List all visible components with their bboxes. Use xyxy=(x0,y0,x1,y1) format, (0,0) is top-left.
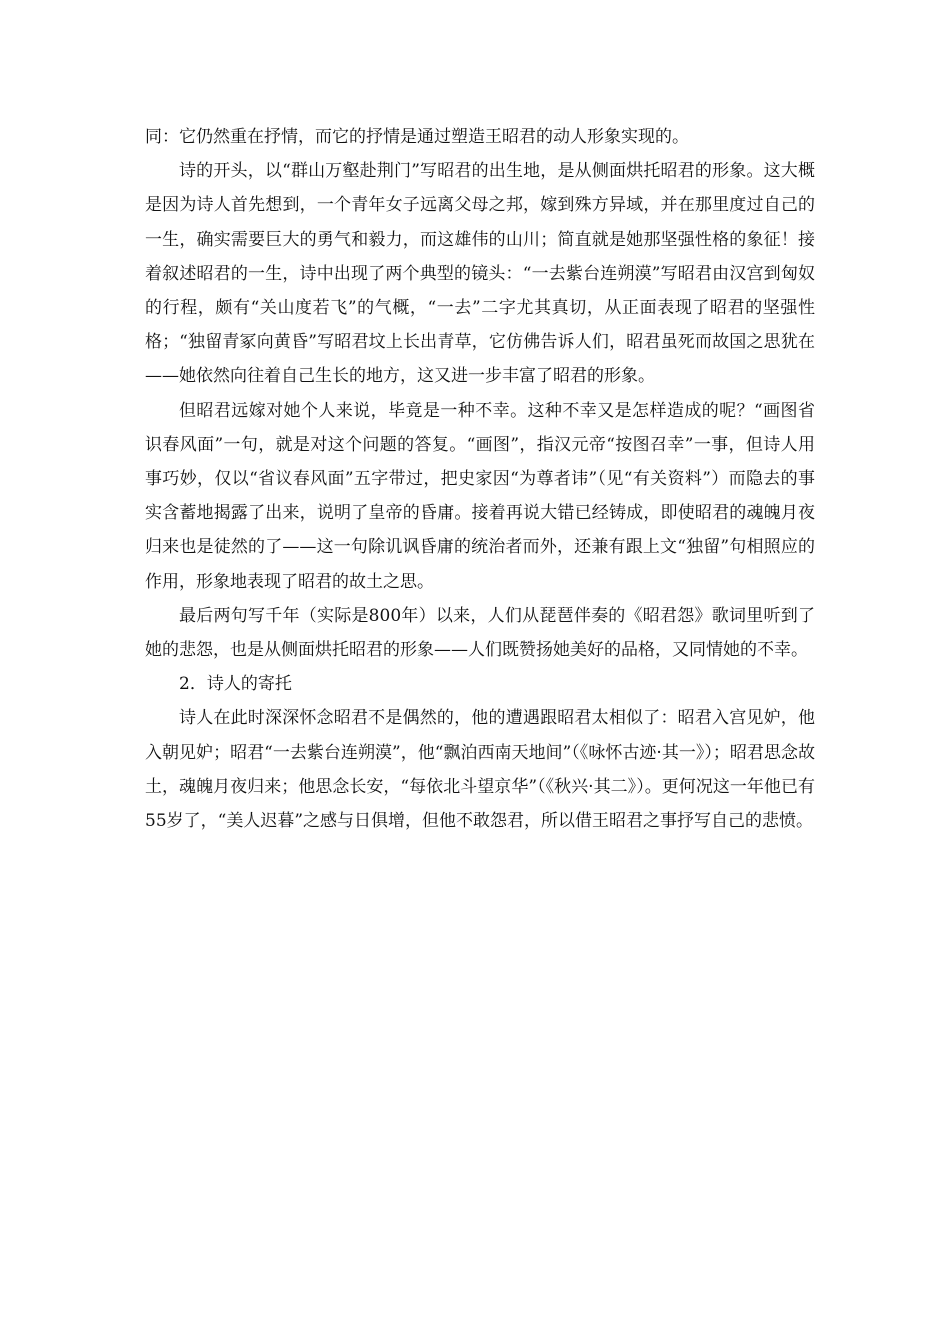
paragraph-last-lines: 最后两句写千年（实际是800年）以来，人们从琵琶伴奏的《昭君怨》歌词里听到了她的悲怨，也是从侧面烘托昭君的形象——人们既赞扬她美好的品格，又同情她的不幸。 xyxy=(145,605,815,661)
paragraph-opening-analysis: 诗的开头，以“群山万壑赴荆门”写昭君的出生地，是从侧面烘托昭君的形象。这大概是因为诗人首先想到，一个青年女子远离父母之邦，嫁到殊方异域，并在那里度过自己的一生，确实需要巨大的勇气和毅力，而这雄伟的山川；简直就是她那坚强性格的象征！接着叙述昭君的一生，诗中出现了两个典型的镜头：“一去紫台连朔漠”写昭君由汉宫到匈奴的行程，颇有“关山度若飞”的气概，“一去”二字尤其真切，从正面表现了昭君的坚强性格；“独留青冢向黄昏”写昭君坟上长出青草，它仿佛告诉人们，昭君虽死而故国之思犹在——她依然向往着自己生长的地方，这又进一步丰富了昭君的形象。 xyxy=(145,161,815,387)
paragraph-misfortune: 但昭君远嫁对她个人来说，毕竟是一种不幸。这种不幸又是怎样造成的呢？“画图省识春风面”一句，就是对这个问题的答复。“画图”，指汉元帝“按图召幸”一事，但诗人用事巧妙，仅以“省议春风面”五字带过，把史家因“为尊者讳”（见“有关资料”）而隐去的事实含蓄地揭露了出来，说明了皇帝的昏庸。接着再说大错已经铸成，即使昭君的魂魄月夜归来也是徒然的了——这一句除讥讽昏庸的统治者而外，还兼有跟上文“独留”句相照应的作用，形象地表现了昭君的故土之思。 xyxy=(145,400,815,592)
paragraph-continued: 同：它仍然重在抒情，而它的抒情是通过塑造王昭君的动人形象实现的。 xyxy=(145,127,689,147)
paragraph-poet-sentiment: 诗人在此时深深怀念昭君不是偶然的，他的遭遇跟昭君太相似了：昭君入宫见妒，他入朝见妒；昭君“一去紫台连朔漠”，他“飘泊西南天地间”（《咏怀古迹·其一》）；昭君思念故土，魂魄月夜归来；他思念长安，“每依北斗望京华”（《秋兴·其二》）。更何况这一年他已有55岁了，“美人迟暮”之感与日俱增，但他不敢怨君，所以借王昭君之事抒写自己的悲愤。 xyxy=(145,708,815,832)
document-page xyxy=(145,120,815,838)
section-heading: 2．诗人的寄托 xyxy=(179,674,292,695)
